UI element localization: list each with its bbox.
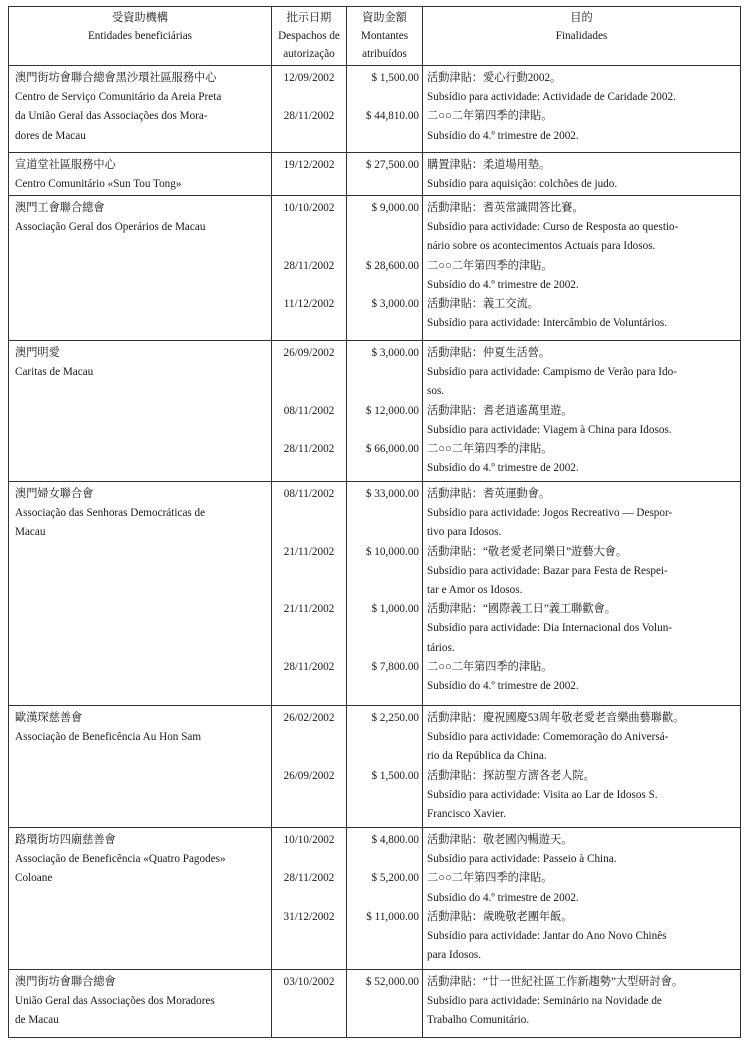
amount-cell	[347, 341, 423, 482]
purpose-line: 活動津貼：義工交流。	[427, 297, 539, 310]
entity-line: dores de Macau	[15, 129, 86, 142]
entity-line: 澳門街坊會聯合總會黑沙環社區服務中心	[15, 72, 217, 84]
header-date-zh: 批示日期	[286, 12, 332, 24]
purpose-line: Subsídio do 4.º trimestre de 2002.	[427, 462, 579, 475]
table-header-row	[9, 7, 741, 66]
table-row	[9, 828, 741, 970]
header-entities-zh: 受資助機構	[112, 12, 168, 24]
purpose-cell	[423, 970, 741, 1038]
purpose-line: Subsídio para actividade: Jogos Recreativo — Despor-	[427, 507, 673, 520]
entity-line: Centro de Serviço Comunitário da Areia Preta	[15, 91, 222, 104]
purpose-cell	[423, 706, 741, 828]
purpose-line: 活動津貼：“廿一世紀社區工作新趨勢”大型研討會。	[427, 976, 684, 988]
entity-cell	[9, 341, 272, 482]
date-value: 21/11/2002	[283, 545, 335, 558]
purpose-line: Subsídio para actividade: Seminário na Novidade de	[427, 995, 662, 1008]
date-cell	[272, 706, 347, 828]
entity-line: Associação de Beneficência «Quatro Pagodes»	[15, 853, 226, 866]
date-value: 26/02/2002	[283, 712, 335, 724]
entity-line: Caritas de Macau	[15, 366, 94, 379]
entity-line: 歐漢琛慈善會	[15, 712, 83, 724]
purpose-line: tivo para Idosos.	[427, 526, 502, 539]
purpose-line: 活動津貼：耆老逍遙萬里遊。	[427, 404, 573, 417]
purpose-line: Subsídio para aquisição: colchões de judo.	[427, 178, 618, 191]
header-entities	[9, 7, 272, 66]
purpose-line: Subsídio do 4.º trimestre de 2002.	[427, 278, 579, 291]
purpose-line: tar e Amor os Idosos.	[427, 583, 523, 596]
purpose-line: 活動津貼：“敬老愛老同樂日”遊藝大會。	[427, 545, 628, 558]
header-purpose-pt: Finalidades	[555, 30, 608, 42]
amount-value: $ 9,000.00	[371, 202, 419, 214]
amount-value: $ 52,000.00	[365, 976, 419, 988]
purpose-line: sos.	[427, 385, 445, 398]
header-amount-pt2: atribuídos	[362, 48, 407, 60]
amount-value: $ 1,500.00	[371, 769, 419, 782]
date-cell	[272, 482, 347, 706]
entity-line: Associação de Beneficência Au Hon Sam	[15, 731, 202, 744]
entity-line: 宣道堂社區服務中心	[15, 159, 116, 171]
purpose-line: 活動津貼：敬老國內暢遊天。	[427, 834, 573, 846]
entity-line: de Macau	[15, 1014, 59, 1027]
date-value: 28/11/2002	[283, 660, 335, 673]
date-value: 28/11/2002	[283, 259, 335, 272]
entity-line: 澳門明愛	[15, 347, 60, 359]
purpose-line: Subsídio para actividade: Viagem à China para Idosos.	[427, 423, 672, 436]
purpose-line: 活動津貼：耆英運動會。	[427, 488, 551, 500]
amount-value: $ 3,000.00	[371, 347, 419, 359]
date-value: 19/12/2002	[283, 159, 335, 171]
purpose-line: Subsídio para actividade: Curso de Resposta ao questio-	[427, 221, 679, 234]
entity-line: 路環街坊四廟慈善會	[15, 834, 116, 846]
entity-cell	[9, 482, 272, 706]
header-purpose	[423, 7, 741, 66]
purpose-line: 活動津貼：耆英常識問答比賽。	[427, 202, 584, 214]
amount-value: $ 44,810.00	[365, 110, 419, 123]
table-row	[9, 970, 741, 1038]
amount-cell	[347, 828, 423, 970]
purpose-cell	[423, 66, 741, 153]
purpose-cell	[423, 196, 741, 341]
entity-line: 澳門婦女聯合會	[15, 488, 94, 500]
date-value: 21/11/2002	[283, 603, 335, 616]
amount-cell	[347, 482, 423, 706]
amount-value: $ 2,250.00	[371, 712, 419, 724]
purpose-cell	[423, 341, 741, 482]
entity-line: 澳門工會聯合總會	[15, 202, 105, 214]
entity-cell	[9, 706, 272, 828]
entity-line: Centro Comunitário «Sun Tou Tong»	[15, 178, 182, 191]
purpose-line: 二○○二年第四季的津貼。	[427, 872, 553, 885]
amount-cell	[347, 970, 423, 1038]
purpose-line: Subsídio para actividade: Visita ao Lar de Idosos S.	[427, 788, 658, 801]
entity-cell	[9, 828, 272, 970]
purpose-line: Subsídio do 4.º trimestre de 2002.	[427, 129, 579, 142]
purpose-line: rio da República da China.	[427, 750, 547, 763]
date-cell	[272, 828, 347, 970]
date-cell	[272, 970, 347, 1038]
purpose-line: Subsídio para actividade: Jantar do Ano Novo Chinês	[427, 929, 667, 942]
amount-value: $ 33,000.00	[365, 488, 419, 500]
purpose-cell	[423, 153, 741, 196]
amount-cell	[347, 153, 423, 196]
header-entities-pt: Entidades beneficiárias	[87, 30, 193, 42]
amount-value: $ 12,000.00	[365, 404, 419, 417]
date-value: 28/11/2002	[283, 442, 335, 455]
purpose-line: 二○○二年第四季的津貼。	[427, 442, 553, 455]
purpose-line: para Idosos.	[427, 949, 482, 962]
amount-value: $ 10,000.00	[365, 545, 419, 558]
date-value: 31/12/2002	[283, 910, 335, 923]
date-value: 10/10/2002	[283, 202, 335, 214]
purpose-line: nário sobre os acontecimentos Actuais para Idosos.	[427, 240, 656, 253]
purpose-line: Subsídio do 4.º trimestre de 2002.	[427, 679, 579, 692]
table-row	[9, 341, 741, 482]
purpose-line: Francisco Xavier.	[427, 807, 506, 820]
subsidy-table	[8, 6, 741, 1038]
date-cell	[272, 196, 347, 341]
table-row	[9, 66, 741, 153]
date-value: 26/09/2002	[283, 769, 335, 782]
header-date	[272, 7, 347, 66]
amount-value: $ 7,800.00	[371, 660, 419, 673]
amount-value: $ 3,000.00	[371, 297, 419, 310]
purpose-line: Subsídio para actividade: Intercâmbio de Voluntários.	[427, 317, 668, 330]
date-cell	[272, 341, 347, 482]
table-row	[9, 196, 741, 341]
amount-cell	[347, 66, 423, 153]
date-value: 10/10/2002	[283, 834, 335, 846]
amount-value: $ 4,800.00	[371, 834, 419, 846]
header-amount-zh: 資助金額	[362, 12, 407, 24]
entity-line: Macau	[15, 526, 46, 539]
purpose-cell	[423, 482, 741, 706]
purpose-line: 活動津貼：歲晚敬老團年飯。	[427, 910, 573, 923]
purpose-line: Subsídio para actividade: Campismo de Verão para Ido-	[427, 366, 677, 379]
purpose-cell	[423, 828, 741, 970]
date-value: 12/09/2002	[283, 72, 335, 84]
amount-value: $ 66,000.00	[365, 442, 419, 455]
header-amount	[347, 7, 423, 66]
entity-line: da União Geral das Associações dos Mora-	[15, 110, 208, 123]
date-cell	[272, 66, 347, 153]
entity-cell	[9, 196, 272, 341]
date-value: 26/09/2002	[283, 347, 335, 359]
purpose-line: 二○○二年第四季的津貼。	[427, 110, 553, 123]
table-row	[9, 706, 741, 828]
purpose-line: 活動津貼：仲夏生活營。	[427, 347, 551, 359]
purpose-line: Subsídio para actividade: Comemoração do Aniversá-	[427, 731, 669, 744]
entity-line: Associação das Senhoras Democráticas de	[15, 507, 206, 520]
purpose-line: 活動津貼：“國際義工日”義工聯歡會。	[427, 603, 616, 616]
header-date-pt1: Despachos de	[278, 30, 340, 42]
date-value: 11/12/2002	[283, 297, 335, 310]
amount-value: $ 1,000.00	[371, 603, 419, 616]
amount-cell	[347, 706, 423, 828]
amount-value: $ 1,500.00	[371, 72, 419, 84]
entity-line: 澳門街坊會聯合總會	[15, 976, 116, 988]
purpose-line: 購置津貼：柔道場用墊。	[427, 159, 551, 171]
amount-value: $ 27,500.00	[365, 159, 419, 171]
purpose-line: Trabalho Comunitário.	[427, 1014, 530, 1027]
purpose-line: Subsídio para actividade: Actividade de Caridade 2002.	[427, 91, 676, 104]
amount-cell	[347, 196, 423, 341]
amount-value: $ 11,000.00	[366, 910, 419, 923]
amount-value: $ 5,200.00	[371, 872, 419, 885]
amount-value: $ 28,600.00	[365, 259, 419, 272]
entity-cell	[9, 970, 272, 1038]
table-row	[9, 482, 741, 706]
entity-line: União Geral das Associações dos Moradores	[15, 995, 215, 1008]
purpose-line: tários.	[427, 641, 455, 654]
purpose-line: 二○○二年第四季的津貼。	[427, 259, 553, 272]
date-value: 28/11/2002	[283, 872, 335, 885]
purpose-line: Subsídio para actividade: Dia Internacional dos Volun-	[427, 622, 673, 635]
header-date-pt2: autorização	[283, 48, 335, 60]
purpose-line: Subsídio para actividade: Passeio à China.	[427, 853, 617, 866]
entity-line: Associação Geral dos Operários de Macau	[15, 221, 206, 234]
entity-cell	[9, 153, 272, 196]
date-cell	[272, 153, 347, 196]
purpose-line: Subsídio para actividade: Bazar para Festa de Respei-	[427, 564, 668, 577]
table-row	[9, 153, 741, 196]
entity-cell	[9, 66, 272, 153]
entity-line: Coloane	[15, 872, 53, 885]
date-value: 28/11/2002	[283, 110, 335, 123]
purpose-line: 活動津貼：愛心行動2002。	[427, 72, 562, 84]
header-purpose-zh: 目的	[570, 12, 593, 24]
purpose-line: 活動津貼：慶祝國慶53周年敬老愛老音樂曲藝聯歡。	[427, 712, 685, 724]
purpose-line: Subsídio do 4.º trimestre de 2002.	[427, 891, 579, 904]
header-amount-pt1: Montantes	[360, 30, 409, 42]
purpose-line: 二○○二年第四季的津貼。	[427, 660, 553, 673]
date-value: 08/11/2002	[283, 404, 335, 417]
date-value: 08/11/2002	[283, 488, 335, 500]
date-value: 03/10/2002	[283, 976, 335, 988]
purpose-line: 活動津貼：探訪聖方濟各老人院。	[427, 769, 595, 782]
